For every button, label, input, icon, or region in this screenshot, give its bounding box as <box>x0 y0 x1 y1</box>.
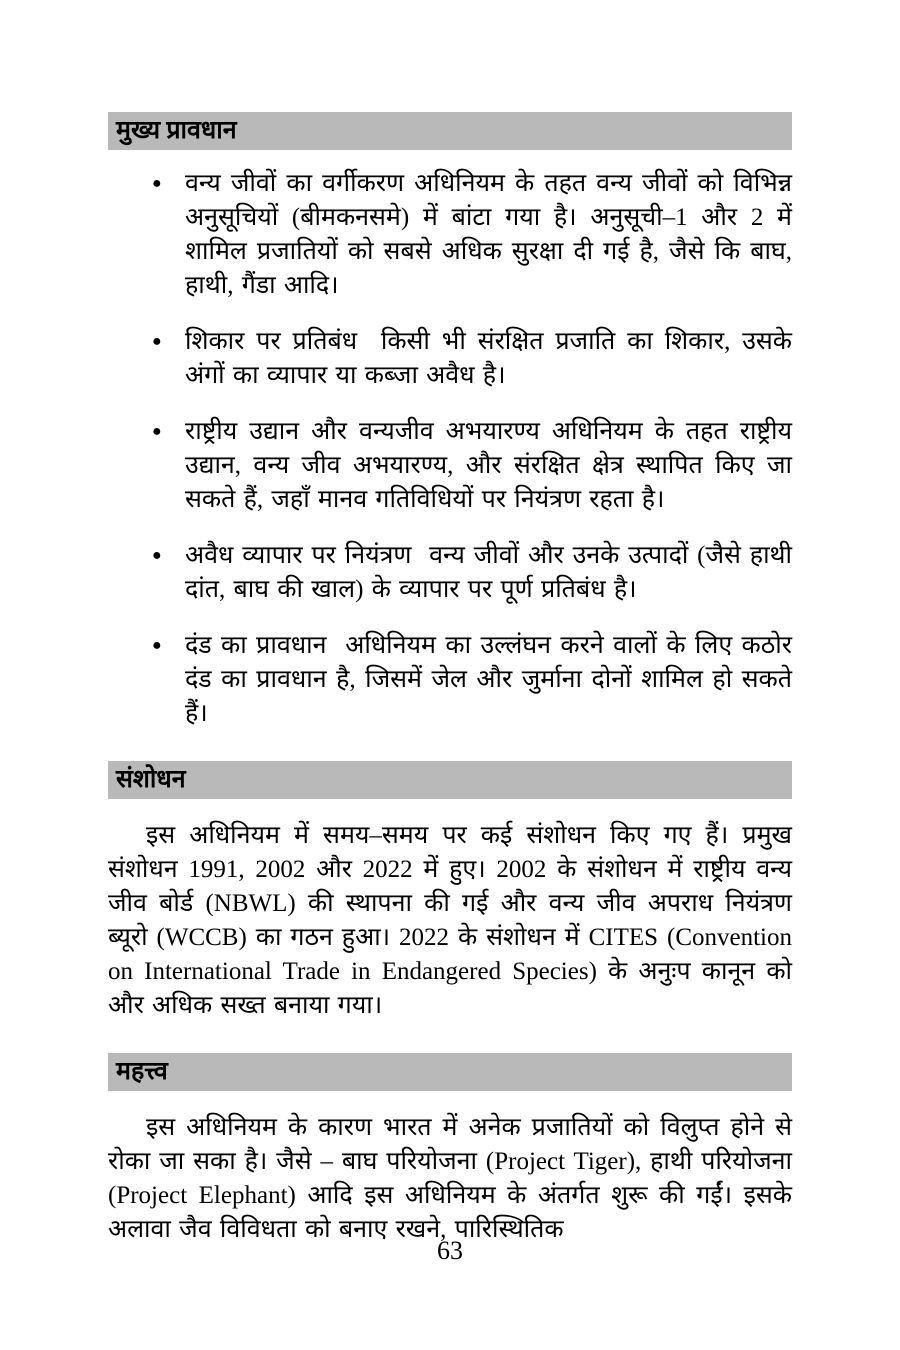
section-heading-bar-importance <box>108 1053 792 1091</box>
section-heading-provisions: मुख्य प्रावधान <box>116 117 237 144</box>
bullet-item-penalties <box>108 629 792 731</box>
bullet-dot-icon: ● <box>152 333 162 350</box>
bullet-text-national-parks: राष्ट्रीय उद्यान और वन्यजीव अभयारण्य अधिनियम के तहत राष्ट्रीय उद्यान, वन्य जीव अभयारण्य, और संरक्षित क्षेत्र स्थापित किए जा सकते हैं, जहाँ मानव गतिविधियों पर नियंत्रण रहता है। <box>185 418 792 513</box>
section-amendments <box>108 761 792 1023</box>
bullet-item-national-parks <box>108 415 792 517</box>
section-importance <box>108 1053 792 1247</box>
amendments-paragraph: इस अधिनियम में समय–समय पर कई संशोधन किए गए हैं। प्रमुख संशोधन 1991, 2002 और 2022 में हुए। 2002 के संशोधन में राष्ट्रीय वन्य जीव बोर्ड (NBWL) की स्थापना की गई और वन्य जीव अपराध नियंत्रण ब्यूरो (WCCB) का गठन हुआ। 2022 के संशोधन में CITES (Convention on International Trade in Endangered Species) के अनुःप कानून को और अधिक सख्त बनाया गया। <box>108 822 792 1019</box>
bullet-item-trade-control <box>108 539 792 607</box>
bullet-dot-icon: ● <box>152 175 162 192</box>
bullet-text-classification: वन्य जीवों का वर्गीकरण अधिनियम के तहत वन्य जीवों को विभिन्न अनुसूचियों (बीमकनसमे) में बांटा गया है। अनुसूची–1 और 2 में शामिल प्रजातियों को सबसे अधिक सुरक्षा दी गई है, जैसे कि बाघ, हाथी, गैंडा आदि। <box>185 170 792 299</box>
section-heading-bar-provisions <box>108 112 792 150</box>
bullet-item-hunting-ban <box>108 325 792 393</box>
bullet-dot-icon: ● <box>152 423 162 440</box>
section-heading-amendments: संशोधन <box>116 766 186 793</box>
section-heading-importance: महत्त्व <box>116 1058 168 1085</box>
bullet-text-penalties: दंड का प्रावधान अधिनियम का उल्लंघन करने वालों के लिए कठोर दंड का प्रावधान है, जिसमें जेल और जुर्माना दोनों शामिल हो सकते हैं। <box>185 632 792 727</box>
bullet-dot-icon: ● <box>152 547 162 564</box>
section-heading-bar-amendments <box>108 761 792 799</box>
bullet-dot-icon: ● <box>152 637 162 654</box>
bullet-text-trade-control: अवैध व्यापार पर नियंत्रण वन्य जीवों और उनके उत्पादों (जैसे हाथी दांत, बाघ की खाल) के व्यापार पर पूर्ण प्रतिबंध है। <box>185 542 792 603</box>
importance-paragraph: इस अधिनियम के कारण भारत में अनेक प्रजातियों को विलुप्त होने से रोका जा सका है। जैसे – बाघ परियोजना (Project Tiger), हाथी परियोजना (Project Elephant) आदि इस अधिनियम के अंतर्गत शुरू की गईं। इसके अलावा जैव विविधता को बनाए रखने, पारिस्थितिक <box>108 1114 792 1243</box>
bullet-item-classification <box>108 167 792 303</box>
bullet-text-hunting-ban: शिकार पर प्रतिबंध किसी भी संरक्षित प्रजाति का शिकार, उसके अंगों का व्यापार या कब्जा अवैध है। <box>185 328 792 389</box>
provisions-bullet-list <box>108 167 792 731</box>
page-number: 63 <box>437 1236 463 1265</box>
